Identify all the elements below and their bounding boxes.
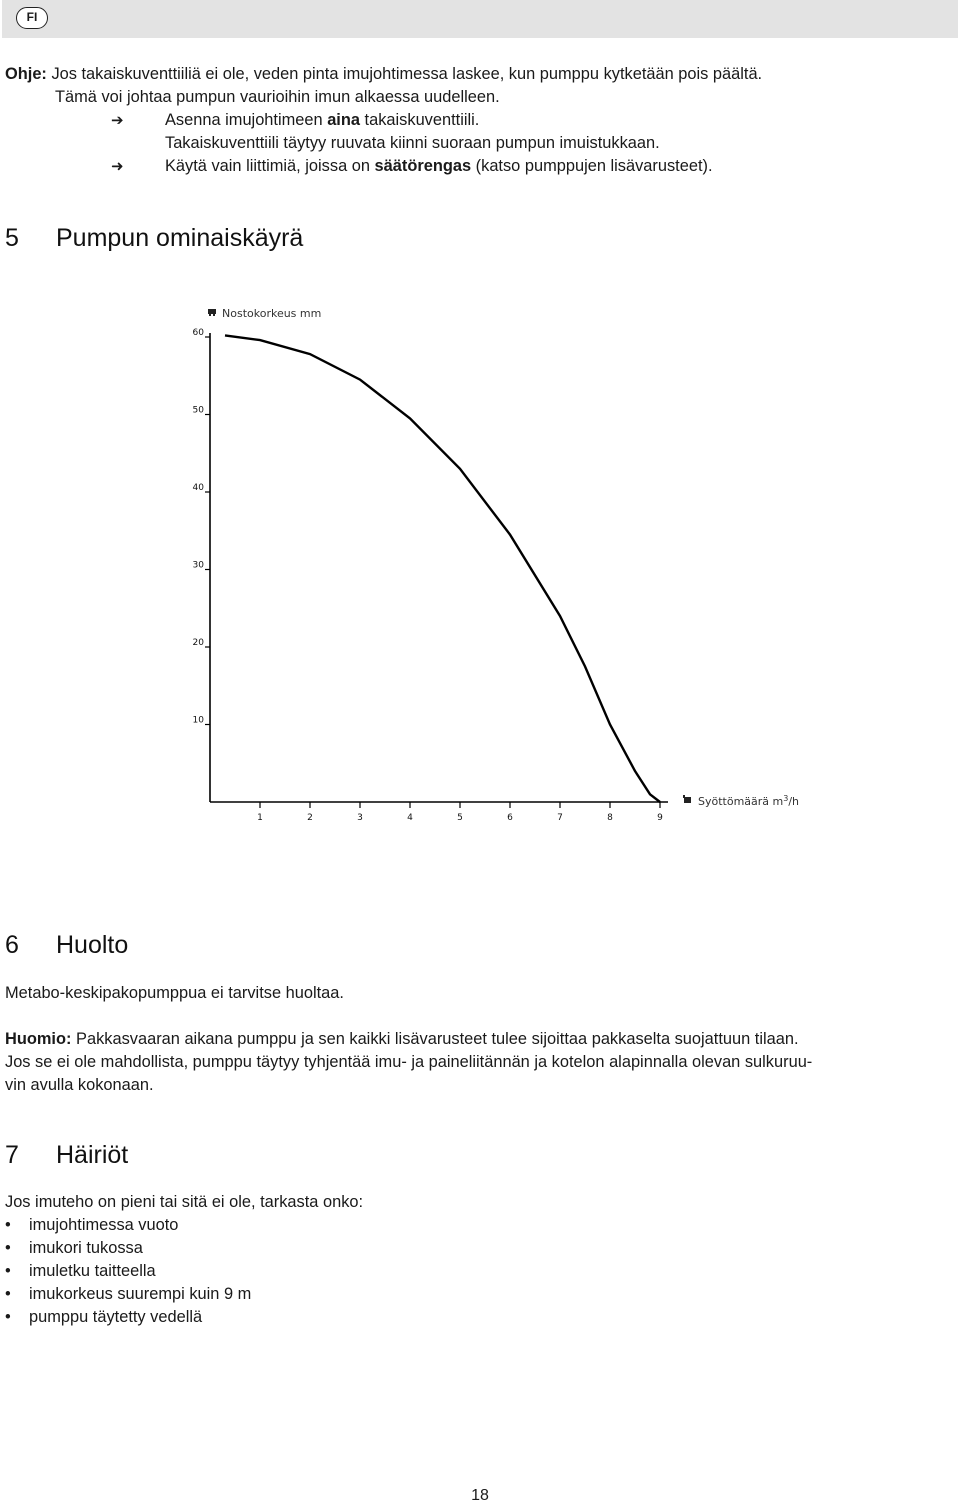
performance-curve [225,335,660,802]
section-7-heading: 7 Häiriöt [5,1141,129,1169]
note-arrow-item: ➜ Käytä vain liittimiä, joissa on säätörengas (katso pumppujen lisävarusteet). [5,155,946,178]
note-text-1: Jos takaiskuventtiiliä ei ole, veden pinta imujohtimessa laskee, kun pumppu kytketään pois päältä. [46,65,763,83]
x-tick-label: 6 [507,813,513,823]
language-badge: FI [16,7,48,29]
x-tick-label: 9 [657,813,663,823]
frost-warning-line-2: Jos se ei ole mahdollista, pumppu täytyy tyhjentää imu- ja paineliitännän ja kotelon alapinnalla olevan sulkuruu- [5,1053,813,1071]
faults-block [5,1191,946,1329]
x-tick-label: 7 [557,813,563,823]
arrow-right-icon: ➜ [111,158,124,175]
y-tick-label: 40 [192,483,204,493]
list-item: • imukori tukossa [5,1237,946,1260]
note-arrow-item: ➔ Asenna imujohtimeen aina takaiskuventtiili. [5,109,946,132]
y-tick-label: 20 [192,638,204,648]
arrow-right-icon: ➔ [111,112,124,129]
top-bar [2,0,958,38]
note-line-2: Tämä voi johtaa pumpun vaurioihin imun alkaessa uudelleen. [55,88,500,106]
faults-intro: Jos imuteho on pieni tai sitä ei ole, tarkasta onko: [5,1193,364,1211]
list-item: • imukorkeus suurempi kuin 9 m [5,1283,946,1306]
frost-warning-line-1: Huomio: Pakkasvaaran aikana pumppu ja sen kaikki lisävarusteet tulee sijoittaa pakkaselta suojattuun tilaan. [5,1030,799,1048]
y-tick-label: 60 [192,328,204,338]
page-number: 18 [471,1487,489,1504]
list-item: • imujohtimessa vuoto [5,1214,946,1237]
x-tick-label: 5 [457,813,463,823]
x-tick-label: 2 [307,813,313,823]
section-5-heading: 5 Pumpun ominaiskäyrä [5,224,304,252]
x-tick-label: 4 [407,813,413,823]
y-tick-label: 50 [192,405,204,416]
list-item: • imuletku taitteella [5,1260,946,1283]
maintenance-paragraph: Metabo-keskipakopumppua ei tarvitse huoltaa. [5,984,344,1002]
list-item: • pumppu täytetty vedellä [5,1306,946,1329]
note-arrow-item-continuation: Takaiskuventtiili täytyy ruuvata kiinni suoraan pumpun imuistukkaan. [165,134,660,152]
y-tick-label: 30 [192,560,204,571]
y-axis-marker-icon [208,309,216,316]
y-axis-label: Nostokorkeus mm [222,307,322,320]
pump-curve-chart [150,295,850,835]
note-line-1 [5,63,946,86]
x-axis-marker-icon [683,795,691,803]
frost-warning [5,1028,946,1097]
x-axis-label: Syöttömäärä $m^3/h$ [698,794,800,808]
faults-list [5,1214,946,1329]
section-6-heading: 6 Huolto [5,931,129,959]
note-label: Ohje: [5,65,47,83]
x-tick-label: 1 [257,813,263,823]
note-block [5,63,946,178]
x-tick-label: 3 [357,813,363,823]
frost-warning-line-3: vin avulla kokonaan. [5,1076,154,1094]
x-tick-label: 8 [607,813,613,823]
y-tick-label: 10 [192,715,204,726]
pump-curve-svg [150,295,850,835]
